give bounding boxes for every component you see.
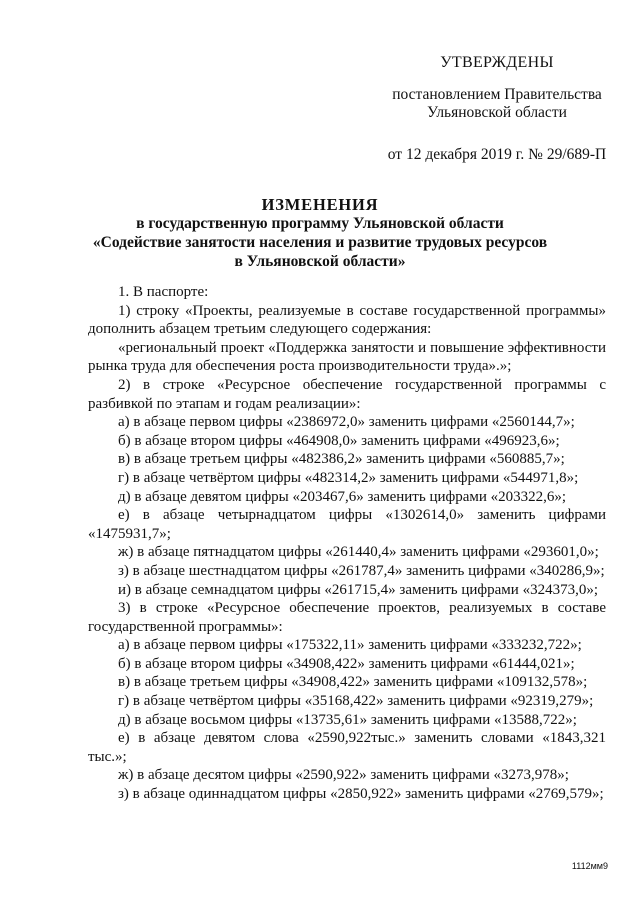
document-body	[88, 283, 606, 804]
paragraph: «региональный проект «Поддержка занятости и повышение эффективности рынка труда для обеспечения роста производительности труда».»;	[88, 339, 606, 375]
approval-heading: УТВЕРЖДЕНЫ	[440, 54, 554, 71]
paragraph: д) в абзаце девятом цифры «203467,6» заменить цифрами «203322,6»;	[118, 488, 567, 505]
paragraph: и) в абзаце семнадцатом цифры «261715,4» заменить цифрами «324373,0»;	[118, 581, 598, 598]
approval-line-1: постановлением Правительства	[392, 86, 602, 103]
paragraph: а) в абзаце первом цифры «2386972,0» заменить цифрами «2560144,7»;	[118, 414, 575, 431]
paragraph: е) в абзаце четырнадцатом цифры «1302614,0» заменить цифрами «1475931,7»;	[88, 507, 606, 542]
paragraph: б) в абзаце втором цифры «464908,0» заменить цифрами «496923,6»;	[118, 432, 560, 449]
paragraph: 2) в строке «Ресурсное обеспечение государственной программы с разбивкой по этапам и годам реализации»:	[88, 376, 606, 412]
paragraph: 1. В паспорте:	[118, 284, 209, 300]
paragraph: г) в абзаце четвёртом цифры «482314,2» заменить цифрами «544971,8»;	[118, 469, 579, 486]
paragraph: 3) в строке «Ресурсное обеспечение проектов, реализуемых в составе государственной программы»:	[88, 600, 606, 635]
paragraph: в) в абзаце третьем цифры «34908,422» заменить цифрами «109132,578»;	[118, 674, 588, 691]
document-title	[60, 195, 580, 271]
paragraph: е) в абзаце девятом слова «2590,922тыс.» заменить словами «1843,321 тыс.»;	[88, 730, 606, 765]
paragraph: з) в абзаце шестнадцатом цифры «261787,4» заменить цифрами «340286,9»;	[118, 562, 605, 579]
footer-code: 1112мм9	[571, 861, 608, 871]
paragraph: ж) в абзаце пятнадцатом цифры «261440,4» заменить цифрами «293601,0»;	[118, 544, 599, 561]
paragraph: г) в абзаце четвёртом цифры «35168,422» заменить цифрами «92319,279»;	[118, 693, 594, 710]
approval-date: от 12 декабря 2019 г. № 29/689-П	[387, 146, 607, 163]
title-line-3: в Ульяновской области»	[234, 253, 406, 270]
title-line-1: в государственную программу Ульяновской области	[136, 215, 504, 232]
paragraph: д) в абзаце восьмом цифры «13735,61» заменить цифрами «13588,722»;	[118, 711, 577, 728]
approval-line-2: Ульяновской области	[427, 104, 567, 121]
paragraph: 1) строку «Проекты, реализуемые в составе государственной программы» дополнить абзацем третьим следующего содержания:	[88, 302, 606, 338]
paragraph: в) в абзаце третьем цифры «482386,2» заменить цифрами «560885,7»;	[118, 451, 565, 468]
paragraph: з) в абзаце одиннадцатом цифры «2850,922» заменить цифрами «2769,579»;	[118, 786, 604, 803]
paragraph: б) в абзаце втором цифры «34908,422» заменить цифрами «61444,021»;	[118, 655, 575, 672]
title-main: ИЗМЕНЕНИЯ	[261, 195, 379, 214]
paragraph: а) в абзаце первом цифры «175322,11» заменить цифрами «333232,722»;	[118, 637, 582, 654]
approval-block	[382, 54, 612, 164]
title-line-2: «Содействие занятости населения и развитие трудовых ресурсов	[92, 234, 548, 251]
paragraph: ж) в абзаце десятом цифры «2590,922» заменить цифрами «3273,978»;	[118, 767, 569, 784]
